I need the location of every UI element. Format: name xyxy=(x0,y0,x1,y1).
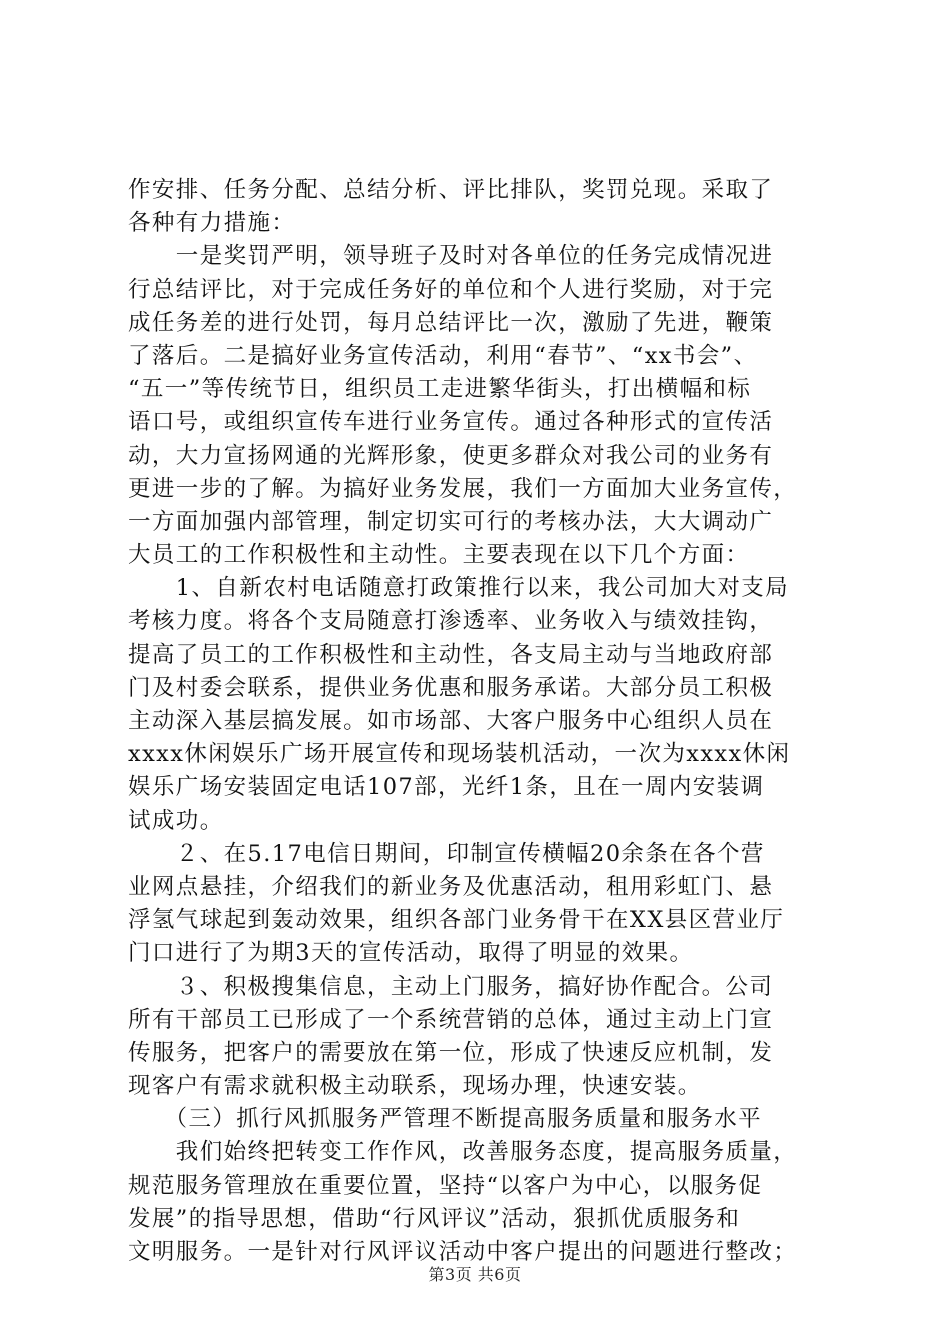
text-line: 试成功。 xyxy=(128,807,224,834)
text-line: xxxx休闲娱乐广场开展宣传和现场装机活动，一次为xxxx休闲 xyxy=(128,741,791,768)
text-line: 提高了员工的工作积极性和主动性，各支局主动与当地政府部 xyxy=(128,641,774,668)
text-line: 成任务差的进行处罚，每月总结评比一次，激励了先进，鞭策 xyxy=(128,309,774,336)
text-line: 考核力度。将各个支局随意打渗透率、业务收入与绩效挂钩， xyxy=(128,608,774,635)
text-line: 文明服务。一是针对行风评议活动中客户提出的问题进行整改； xyxy=(128,1239,798,1265)
text-line: 我们始终把转变工作作风，改善服务态度，提高服务质量， xyxy=(128,1139,798,1166)
text-line: 一方面加强内部管理，制定切实可行的考核办法，大大调动广 xyxy=(128,508,774,535)
text-line: 更进一步的了解。为搞好业务发展，我们一方面加大业务宣传， xyxy=(128,475,798,502)
text-line: ２、在5.17电信日期间，印制宣传横幅20余条在各个营 xyxy=(128,840,765,867)
text-line: 作安排、任务分配、总结分析、评比排队，奖罚兑现。采取了 xyxy=(128,177,774,203)
text-line: ３、积极搜集信息，主动上门服务，搞好协作配合。公司 xyxy=(128,973,774,1000)
text-line: 一是奖罚严明，领导班子及时对各单位的任务完成情况进 xyxy=(128,243,774,270)
text-line: 所有干部员工已形成了一个系统营销的总体，通过主动上门宣 xyxy=(128,1006,774,1033)
text-line: 门及村委会联系，提供业务优惠和服务承诺。大部分员工积极 xyxy=(128,674,774,701)
text-line: 传服务，把客户的需要放在第一位，形成了快速反应机制，发 xyxy=(128,1039,774,1066)
text-line: 动，大力宣扬网通的光辉形象，使更多群众对我公司的业务有 xyxy=(128,442,774,469)
text-line: 语口号，或组织宣传车进行业务宣传。通过各种形式的宣传活 xyxy=(128,409,774,436)
text-line: 业网点悬挂，介绍我们的新业务及优惠活动，租用彩虹门、悬 xyxy=(128,873,774,900)
text-line: 大员工的工作积极性和主动性。主要表现在以下几个方面： xyxy=(128,542,750,569)
text-line: 发展”的指导思想，借助“行风评议”活动，狠抓优质服务和 xyxy=(128,1205,741,1232)
text-line: 行总结评比，对于完成任务好的单位和个人进行奖励，对于完 xyxy=(128,276,774,303)
text-line: 各种有力措施： xyxy=(128,210,296,237)
page-footer xyxy=(0,1262,950,1285)
page-number: 第3页 共6页 xyxy=(428,1265,522,1284)
text-line: 现客户有需求就积极主动联系，现场办理，快速安装。 xyxy=(128,1073,702,1100)
text-line: 了落后。二是搞好业务宣传活动，利用“春节”、“xx书会”、 xyxy=(128,342,758,369)
text-line: 1、自新农村电话随意打政策推行以来，我公司加大对支局 xyxy=(128,575,790,602)
text-line: 浮氢气球起到轰动效果，组织各部门业务骨干在XX县区营业厅 xyxy=(128,907,785,934)
text-line: 主动深入基层搞发展。如市场部、大客户服务中心组织人员在 xyxy=(128,708,774,734)
body-text xyxy=(128,174,852,1269)
text-line: （三）抓行风抓服务严管理不断提高服务质量和服务水平 xyxy=(128,1106,763,1133)
text-line: 娱乐广场安装固定电话107部，光纤1条，且在一周内安装调 xyxy=(128,774,765,801)
text-line: 规范服务管理放在重要位置，坚持“以客户为中心，以服务促 xyxy=(128,1172,763,1199)
text-line: 门口进行了为期3天的宣传活动，取得了明显的效果。 xyxy=(128,940,694,967)
text-line: “五一”等传统节日，组织员工走进繁华街头，打出横幅和标 xyxy=(128,376,752,403)
